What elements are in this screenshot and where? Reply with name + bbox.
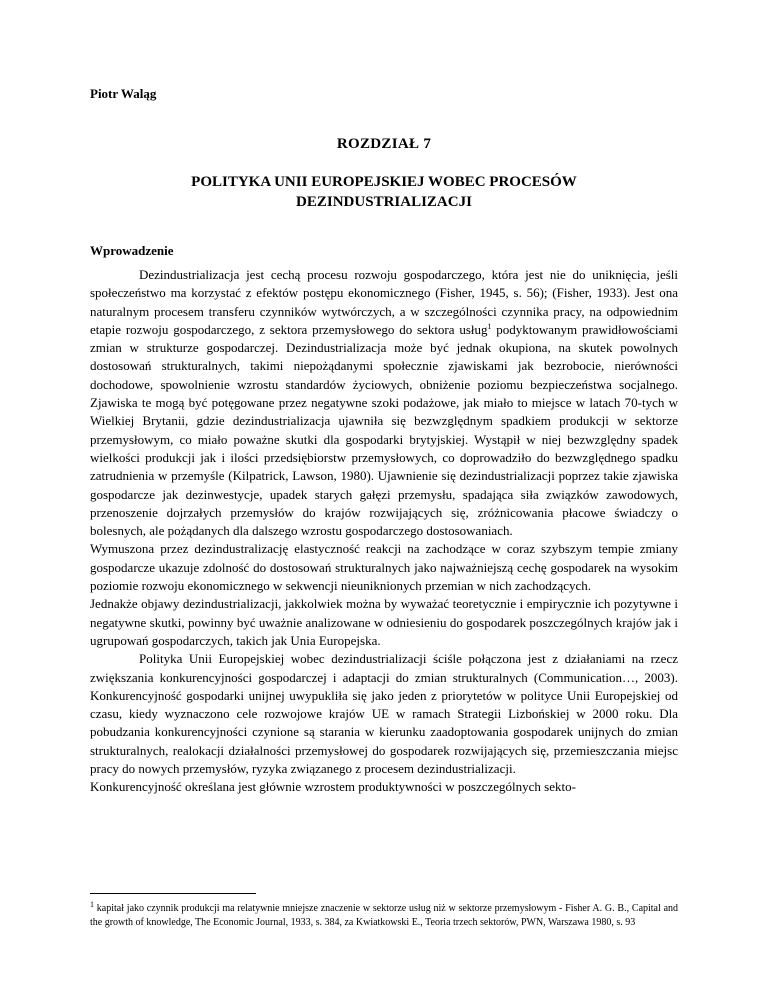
paragraph-1-part-2: podyktowanym prawidłowościami zmian w strukturze gospodarczej. Dezindustrializacja może być jednak okupiona, na skutek powolnych dostosowań strukturalnych, takimi niepożądanymi społecznie zjawiskami jak bezrobocie, nierówności dochodowe, spowolnienie wzrostu standardów życiowych, obniżenie poziomu bezpieczeństwa socjalnego. Zjawiska te mogą być potęgowane przez negatywne szoki podażowe, jak miało to miejsce w latach 70-tych w Wielkiej Brytanii, gdzie dezindustrializacja ujawniła się bezwzględnym spadkiem produkcji w sektorze przemysłowym, co miało poważne skutki dla gospodarki brytyjskiej. Wystąpił w niej bezwzględny spadek wielkości produkcji jak i ilości przedsiębiorstw przemysłowych, co doprowadziło do bezwzględnego spadku zatrudnienia w przemyśle (Kilpatrick, Lawson, 1980). Ujawnienie się dezindustrializacji poprzez takie zjawiska gospodarcze jak dezinwestycje, upadek starych gałęzi przemysłu, spadająca siła związków zawodowych, przenoszenie dojrzałych przemysłów do krajów rozwijających się, zróżnicowania płacowe świadczy o bolesnych, ale pożądanych dla dalszego wzrostu gospodarczego dostosowaniach. xyxy=(90,321,678,539)
section-heading: Wprowadzenie xyxy=(90,243,174,258)
author-name: Piotr Waląg xyxy=(90,86,157,101)
paragraph-1-part-1: Dezindustrializacja jest cechą procesu rozwoju gospodarczego, która jest nie do uniknięcia, jeśli społeczeństwo ma korzystać z efektów postępu ekonomicznego (Fisher, 1945, s. 56); (Fisher, 1933). Jest ona naturalnym procesem transferu czynników wytwórczych, a w szczególności czynnika pracy, na odpowiednim etapie rozwoju gospodarczego, z sektora przemysłowego do sektora usług xyxy=(90,267,678,337)
chapter-heading: ROZDZIAŁ 7 xyxy=(336,136,432,152)
footnote-divider xyxy=(90,893,256,894)
footnote-reference: 1 xyxy=(487,321,492,331)
paragraph-3: Jednakże objawy dezindustrializacji, jakkolwiek można by wyważać teoretycznie i empirycznie ich pozytywne i negatywne skutki, powinny być uważnie analizowane w odniesieniu do gospodarek poszczególnych krajów jak i ugrupowań gospodarczych, takich jak Unia Europejska. xyxy=(90,596,678,648)
paragraph-1 xyxy=(90,266,678,540)
footnote xyxy=(90,902,678,930)
paragraph-2: Wymuszona przez dezindustralizację elastyczność reakcji na zachodzące w coraz szybszym tempie zmiany gospodarcze ukazuje zdolność do dostosowań strukturalnych jako najważniejszą cechę gospodarek na wysokim poziomie rozwoju ekonomicznego w sekwencji nieuniknionych przemian w nich zachodzących. xyxy=(90,541,678,594)
paragraph-4: Polityka Unii Europejskiej wobec dezindustrializacji ściśle połączona jest z działaniami na rzecz zwiększania konkurencyjności gospodarczej i adaptacji do zmian strukturalnych (Communication…, 2003). Konkurencyjność gospodarki unijnej uwypukliła się jako jeden z priorytetów w polityce Unii Europejskiej od czasu, kiedy wyznaczono cele rozwojowe krajów UE w ramach Strategii Lizbońskiej w 2000 roku. Dla pobudzania konkurencyjności czynione są starania w kierunku zaadoptowania gospodarek unijnych do zmian strukturalnych, realokacji działalności przemysłowej do gospodarek rozwijających się, przemieszczania miejsc pracy do nowych przemysłów, ryzyka związanego z procesem dezindustrializacji. xyxy=(90,651,678,777)
footnote-text: kapitał jako czynnik produkcji ma relatywnie mniejsze znaczenie w sektorze usług niż w sektorze przemysłowym - Fisher A. G. B., Capital and the growth of knowledge, The Economic Journal, 1933, s. 384, za Kwiatkowski E., Teoria trzech sektorów, PWN, Warszawa 1980, s. 93 xyxy=(90,903,679,928)
paragraph-5: Konkurencyjność określana jest głównie wzrostem produktywności w poszczególnych sekto- xyxy=(90,779,576,795)
footnote-number: 1 xyxy=(90,900,94,909)
body-text xyxy=(90,266,678,797)
chapter-title: POLITYKA UNII EUROPEJSKIEJ WOBEC PROCESÓW DEZINDUSTRIALIZACJI xyxy=(191,174,577,210)
